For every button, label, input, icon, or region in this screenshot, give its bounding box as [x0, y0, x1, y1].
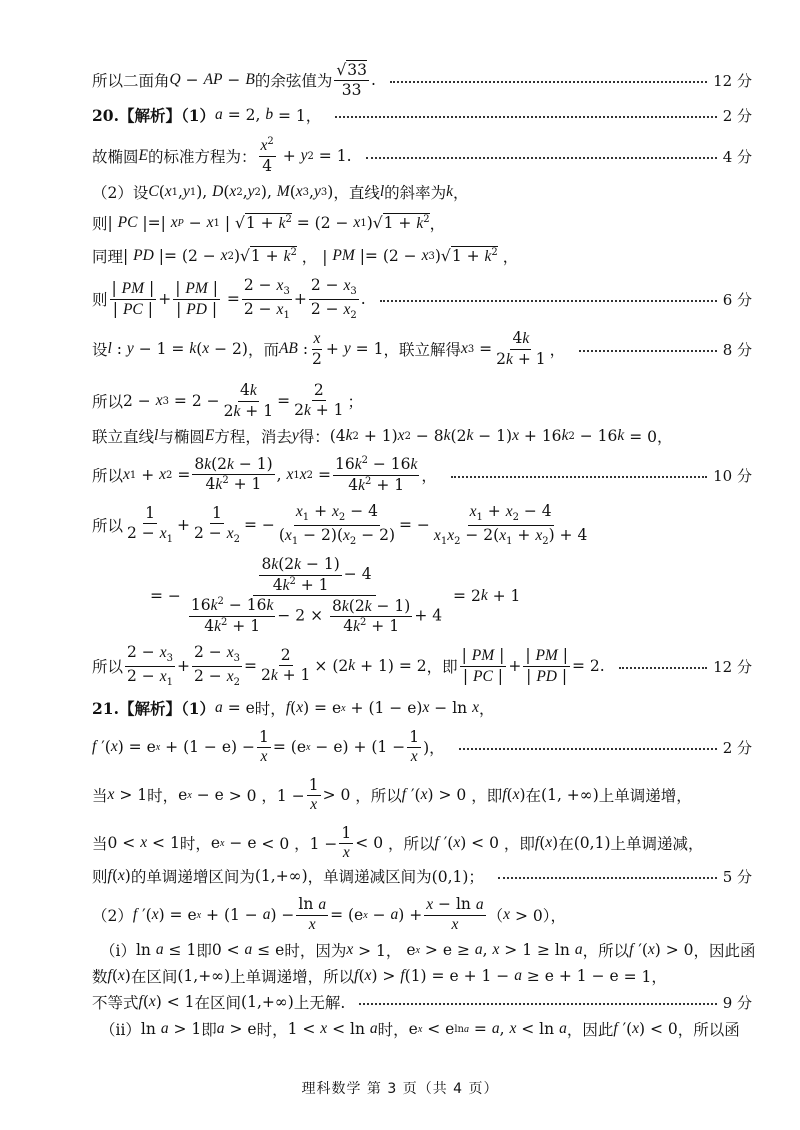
score-1: 2 分 — [722, 106, 752, 125]
line-13: 所以 $\frac{2 - x_3}{2 - x_1}$ + $\frac{2 - x_3}{2 - x_2}$ = $\frac{2}{2k + 1}$ × (2 k + 1) = 2 ，即 $\frac{| PM |}{| PC |}$ + $\frac{| PM |}{| PD |}$ = 2. 12 分 — [92, 643, 752, 688]
line-16: 当 x > 1 时， e x − e > 0 ，1 − $\frac{1}{x}$ > 0 ，所以 f ′( x ) > 0 ，即 f ( x ) 在 (1, +∞) 上单调递增， — [92, 775, 692, 813]
line-11: 所以 $\frac{1}{2 - x_1}$ + $\frac{1}{2 - x_2}$ = − $\frac{x_1 + x_2 - 4}{(x_1 - 2)(x_2 - 2)}$ = − $\frac{x_1 + x_2 - 4}{x_1x_2 - 2(x_1 + x_2) + 4}$ — [92, 502, 588, 547]
line-6: 则 $\frac{| PM |}{| PC |}$ + $\frac{| PM |}{| PD |}$ = $\frac{2 - x_3}{2 - x_1}$ + $\frac{2 - x_3}{2 - x_2}$ . 6 分 — [92, 276, 752, 321]
leader-dots — [451, 474, 707, 478]
leader-dots — [498, 875, 717, 879]
score-0: 12 分 — [713, 71, 752, 90]
line-3: （2）设 C ( x 1 , y 1 ), D ( x 2 , y 2 ), M ( x 3 , y 3 ) ，直线 l 的斜率为 k ， — [92, 183, 469, 202]
line-9: 联立直线 l 与椭圆 E 方程，消去 y 得： (4 k 2 + 1) x 2 − 8 k (2 k − 1) x + 16 k 2 − 16 k = 0， — [92, 427, 673, 446]
score-15: 2 分 — [722, 738, 752, 757]
page-footer: 理科数学 第 3 页（共 4 页） — [301, 1081, 499, 1097]
leader-dots — [359, 1001, 716, 1005]
score-2: 4 分 — [722, 147, 752, 166]
line-8: 所以 2 − x 3 = 2 − $\frac{4k}{2k + 1}$ = $\frac{2}{2k + 1}$ ； — [92, 380, 364, 420]
line-10: 所以 x 1 + x 2 = $\frac{8k(2k - 1)}{4k^2 + 1}$ , x 1 x 2 = $\frac{16k^2 - 16k}{4k^2 + 1}$ ， 10 分 — [92, 454, 752, 494]
leader-dots — [459, 746, 717, 750]
score-6: 6 分 — [722, 290, 752, 309]
line-0: 所以二面角 Q − AP − B 的余弦值为 $\frac{√33}{33}$ . 12 分 — [92, 60, 752, 99]
line-21: 数 f ( x ) 在区间 (1,+∞) 上单调递增，所以 f ( x ) > f (1) = e + 1 − a ≥ e + 1 − e = 1， — [92, 967, 667, 986]
score-7: 8 分 — [722, 340, 752, 359]
line-17: 当 0 < x < 1 时， e x − e < 0 ，1 − $\frac{1}{x}$ < 0 ，所以 f ′( x ) < 0 ，即 f ( x ) 在 (0,1) 上单调递减， — [92, 823, 704, 861]
line-22: 不等式 f ( x ) < 1 在区间 (1,+∞) 上无解. 9 分 — [92, 993, 752, 1012]
problem-21-label: 21.【解析】（1） — [92, 699, 216, 718]
line-23: （ii） ln a > 1 即 a > e 时， 1 < x < ln a 时， e x < e lna = a , x < ln a ，因此 f ′( x ) < 0 ，所以函 — [100, 1020, 740, 1039]
leader-dots — [619, 665, 707, 669]
line-5: 同理 | PD |= (2 − x 2 ) √ $1 + k^2$ ， | PM |= (2 − x 3 ) √ $1 + k^2$ ， — [92, 246, 519, 266]
problem-20-label: 20.【解析】（1） — [92, 106, 216, 125]
score-18: 5 分 — [722, 867, 752, 886]
line-20: （i） ln a ≤ 1 即 0 < a ≤ e 时，因为 x > 1， e x > e ≥ a , x > 1 ≥ ln a ，所以 f ′( x ) > 0 ，因此函 — [100, 941, 756, 960]
score-22: 9 分 — [722, 993, 752, 1012]
line-15: f ′( x ) = e x + (1 − e ) − $\frac{1}{x}$ = ( e x − e ) + (1 − $\frac{1}{x}$ )， 2 分 — [92, 727, 752, 765]
leader-dots — [366, 155, 717, 159]
score-10: 10 分 — [713, 466, 752, 485]
leader-dots — [335, 114, 716, 118]
leader-dots — [380, 298, 717, 302]
line-7: 设 l : y − 1 = k ( x − 2) ，而 AB : $\frac{x}{2}$ + y = 1 ，联立解得 x 3 = $\frac{4k}{2k + 1}$ ， 8 分 — [92, 328, 752, 368]
line-19: （2） f ′( x ) = e x + (1 − a ) − $\frac{\text{ln a}}{x}$ = ( e x − a ) + $\frac{\text{x − ln a}}{x}$ （ x > 0）， — [92, 895, 566, 933]
line-14: 21.【解析】（1） a = e 时， f ( x ) = e x + (1 − e ) x − ln x ， — [92, 699, 495, 718]
score-13: 12 分 — [713, 657, 752, 676]
leader-dots — [390, 79, 707, 83]
line-4: 则 | PC |=| x P − x 1 | √ $1 + k^2$ = (2 − x 1 ) √ $1 + k^2$ ， — [92, 213, 446, 233]
line-12: = − $\frac{8k(2k - 1)}{4k^2 + 1}$ − 4 $\frac{16k^2 - 16k}{4k^2 + 1}$ − 2 × $\frac{8k(2k - 1)}{4k^2 + 1}$ + 4 = 2 k + 1 — [150, 555, 521, 636]
leader-dots — [579, 348, 717, 352]
line-2: 故椭圆 E 的标准方程为： $\frac{x^2}{4}$ + y 2 = 1. 4 分 — [92, 136, 752, 176]
line-1: 20.【解析】（1） a = 2, b = 1， 2 分 — [92, 106, 752, 125]
line-18: 则 f ( x ) 的单调递增区间为 (1,+∞) ，单调递减区间为 (0,1)； 5 分 — [92, 867, 752, 886]
